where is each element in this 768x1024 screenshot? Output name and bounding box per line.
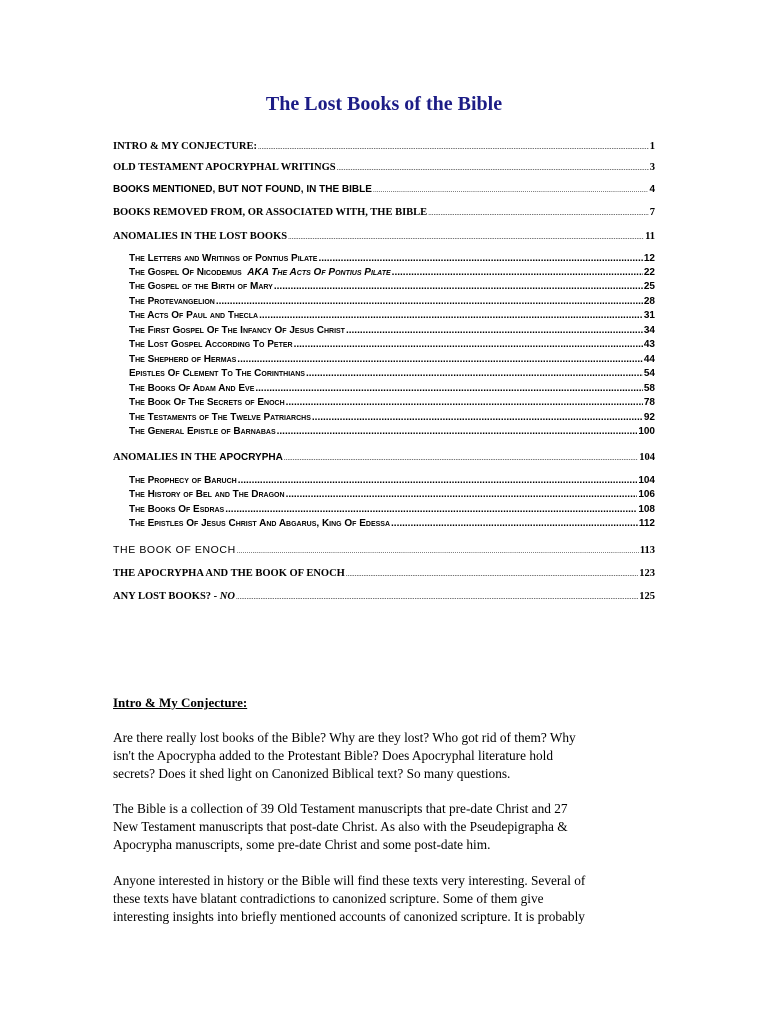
toc-subentry-gospel-peter[interactable]: [129, 338, 655, 352]
toc-entry-label: [113, 451, 283, 465]
toc-subentry-paul-and-thecla[interactable]: [129, 309, 655, 323]
toc-entry-page: 108: [638, 504, 655, 515]
toc-entry-page: 31: [643, 310, 655, 321]
toc-entry-label-italic: NO: [219, 591, 235, 602]
toc-leader-dots: [318, 252, 642, 266]
toc-entry-page: 123: [639, 568, 655, 579]
toc-entry-page: 11: [645, 231, 655, 242]
toc-entry-label: The Acts Of Paul and Thecla: [129, 310, 259, 321]
body-paragraph: Are there really lost books of the Bible? Why are they lost? Who got rid of them? Why isn't the Apocrypha added to the Protestant Bible? Does Apocryphal literature hold secrets? Does it shed light on Canonized Biblical text? So many questions.: [113, 730, 576, 781]
toc-entry-label: The Letters and Writings of Pontius Pilate: [129, 253, 318, 264]
toc-entry-page: 1: [649, 141, 655, 152]
toc-entry-page: 7: [649, 207, 655, 218]
toc-entry-page: 113: [639, 545, 655, 556]
toc-entry-page: 22: [643, 267, 655, 278]
toc-entry-label-italic: AKA The Acts Of Pontius Pilate: [247, 267, 391, 278]
toc-leader-dots: [259, 309, 643, 323]
toc-subentry-adam-and-eve[interactable]: [129, 382, 655, 396]
toc-entry-label: OLD TESTAMENT APOCRYPHAL WRITINGS: [113, 162, 336, 173]
toc-leader-dots: [236, 590, 638, 604]
toc-entry-page: 58: [643, 383, 655, 394]
body-paragraph: Anyone interested in history or the Bible will find these texts very interesting. Several of these texts have blatant contradictions to canonized scripture. Some of them give interesting insights into briefly mentioned accounts of canonized scripture. It is probably: [113, 873, 586, 924]
toc-entry-any-lost-books[interactable]: [113, 590, 655, 604]
toc-leader-dots: [428, 206, 649, 220]
toc-leader-dots: [237, 543, 639, 559]
toc-entry-label: The First Gospel Of The Infancy Of Jesus Christ: [129, 325, 345, 336]
toc-leader-dots: [373, 183, 649, 198]
toc-leader-dots: [274, 280, 643, 294]
toc-entry-label: [129, 266, 391, 280]
toc-leader-dots: [392, 266, 643, 280]
toc-entry-page: 44: [643, 354, 655, 365]
toc-entry-page: 104: [638, 475, 655, 486]
toc-leader-dots: [237, 353, 643, 367]
toc-entry-label: The Prophecy of Baruch: [129, 475, 237, 486]
toc-subentry-baruch[interactable]: [129, 474, 655, 488]
toc-entry-label: THE BOOK OF ENOCH: [113, 544, 236, 556]
body-paragraph: The Bible is a collection of 39 Old Testament manuscripts that pre-date Christ and 27 New Testament manuscripts that post-date Christ. As also with the Pseudepigrapha & Apocrypha manuscripts, some pre-date Christ and some post-date him.: [113, 801, 568, 852]
toc-leader-dots: [255, 382, 643, 396]
toc-entry-label: The Epistles Of Jesus Christ And Abgarus, King Of Edessa: [129, 518, 391, 529]
toc-entry-label-sans: APOCRYPHA: [219, 452, 283, 463]
toc-entry-label: The Gospel of the Birth of Mary: [129, 281, 273, 292]
toc-leader-dots: [284, 451, 638, 465]
toc-leader-dots: [337, 161, 649, 175]
toc-subentry-gospel-nicodemus[interactable]: [129, 266, 655, 280]
toc-entry-page: 78: [643, 397, 655, 408]
toc-entry-page: 100: [638, 426, 655, 437]
toc-entry-books-mentioned[interactable]: [113, 183, 655, 198]
toc-entry-page: 106: [638, 489, 655, 500]
toc-leader-dots: [216, 295, 643, 309]
toc-leader-dots: [238, 474, 638, 488]
toc-entry-page: 12: [643, 253, 655, 264]
toc-entry-books-removed[interactable]: [113, 206, 655, 220]
toc-entry-anomalies-lost-books[interactable]: [113, 230, 655, 244]
toc-subentry-secrets-enoch[interactable]: [129, 396, 655, 410]
toc-leader-dots: [277, 425, 638, 439]
toc-entry-label: The Book Of The Secrets of Enoch: [129, 397, 285, 408]
toc-entry-book-of-enoch[interactable]: [113, 543, 655, 559]
toc-entry-page: 34: [643, 325, 655, 336]
toc-leader-dots: [225, 503, 637, 517]
toc-entry-label: The Protevangelion: [129, 296, 215, 307]
toc-entry-page: 92: [643, 412, 655, 423]
toc-subentry-pontius-pilate[interactable]: [129, 252, 655, 266]
toc-entry-old-testament-apocryphal[interactable]: [113, 161, 655, 175]
toc-entry-label: The Lost Gospel According To Peter: [129, 339, 293, 350]
toc-leader-dots: [286, 396, 643, 410]
toc-entry-page: 3: [649, 162, 655, 173]
toc-entry-label: Epistles Of Clement To The Corinthians: [129, 368, 305, 379]
toc-subentry-barnabas[interactable]: [129, 425, 655, 439]
toc-subentry-esdras[interactable]: [129, 503, 655, 517]
toc-entry-label: The Shepherd of Hermas: [129, 354, 237, 365]
toc-entry-label: The General Epistle of Barnabas: [129, 426, 276, 437]
toc-entry-page: 28: [643, 296, 655, 307]
toc-leader-dots: [306, 367, 643, 381]
toc-subentry-infancy-gospel[interactable]: [129, 324, 655, 338]
toc-subentry-abgarus[interactable]: [129, 517, 655, 531]
toc-entry-page: 54: [643, 368, 655, 379]
toc-entry-label-main: ANOMALIES IN THE: [113, 452, 217, 463]
toc-entry-page: 104: [639, 452, 655, 463]
toc-entry-intro[interactable]: [113, 140, 655, 154]
toc-subentry-birth-of-mary[interactable]: [129, 280, 655, 294]
toc-entry-page: 43: [643, 339, 655, 350]
toc-leader-dots: [288, 230, 644, 244]
toc-leader-dots: [294, 338, 643, 352]
section-heading-intro: Intro & My Conjecture:: [113, 695, 248, 710]
toc-entry-label: BOOKS MENTIONED, BUT NOT FOUND, IN THE BIBLE: [113, 184, 372, 195]
toc-leader-dots: [312, 411, 643, 425]
toc-leader-dots: [258, 140, 649, 154]
toc-entry-label: INTRO & MY CONJECTURE:: [113, 141, 257, 152]
toc-entry-label: [113, 590, 235, 604]
toc-leader-dots: [346, 324, 643, 338]
toc-entry-apocrypha-and-enoch[interactable]: [113, 567, 655, 581]
toc-subentry-bel-dragon[interactable]: [129, 488, 655, 502]
toc-entry-label: The Books Of Adam And Eve: [129, 383, 255, 394]
toc-subentry-twelve-patriarchs[interactable]: [129, 411, 655, 425]
toc-entry-label: The History of Bel and The Dragon: [129, 489, 285, 500]
toc-entry-anomalies-apocrypha[interactable]: [113, 451, 655, 465]
toc-subentry-shepherd-hermas[interactable]: [129, 353, 655, 367]
page-title: The Lost Books of the Bible: [265, 93, 503, 115]
toc-entry-label: THE APOCRYPHA AND THE BOOK OF ENOCH: [113, 568, 345, 579]
toc-entry-page: 4: [649, 184, 655, 195]
toc-leader-dots: [286, 488, 638, 502]
toc-leader-dots: [346, 567, 638, 581]
toc-entry-label-main: ANY LOST BOOKS? -: [113, 591, 218, 602]
toc-subentry-clement[interactable]: [129, 367, 655, 381]
toc-entry-page: 112: [638, 518, 655, 529]
toc-entry-label: BOOKS REMOVED FROM, OR ASSOCIATED WITH, THE BIBLE: [113, 207, 428, 218]
toc-leader-dots: [391, 517, 638, 531]
toc-entry-label: The Books Of Esdras: [129, 504, 225, 515]
toc-entry-label: ANOMALIES IN THE LOST BOOKS: [113, 231, 288, 242]
toc-entry-page: 125: [639, 591, 655, 602]
toc-entry-page: 25: [643, 281, 655, 292]
toc-subentry-protevangelion[interactable]: [129, 295, 655, 309]
toc-entry-label-main: The Gospel Of Nicodemus: [129, 267, 242, 278]
toc-entry-label: The Testaments of The Twelve Patriarchs: [129, 412, 311, 423]
